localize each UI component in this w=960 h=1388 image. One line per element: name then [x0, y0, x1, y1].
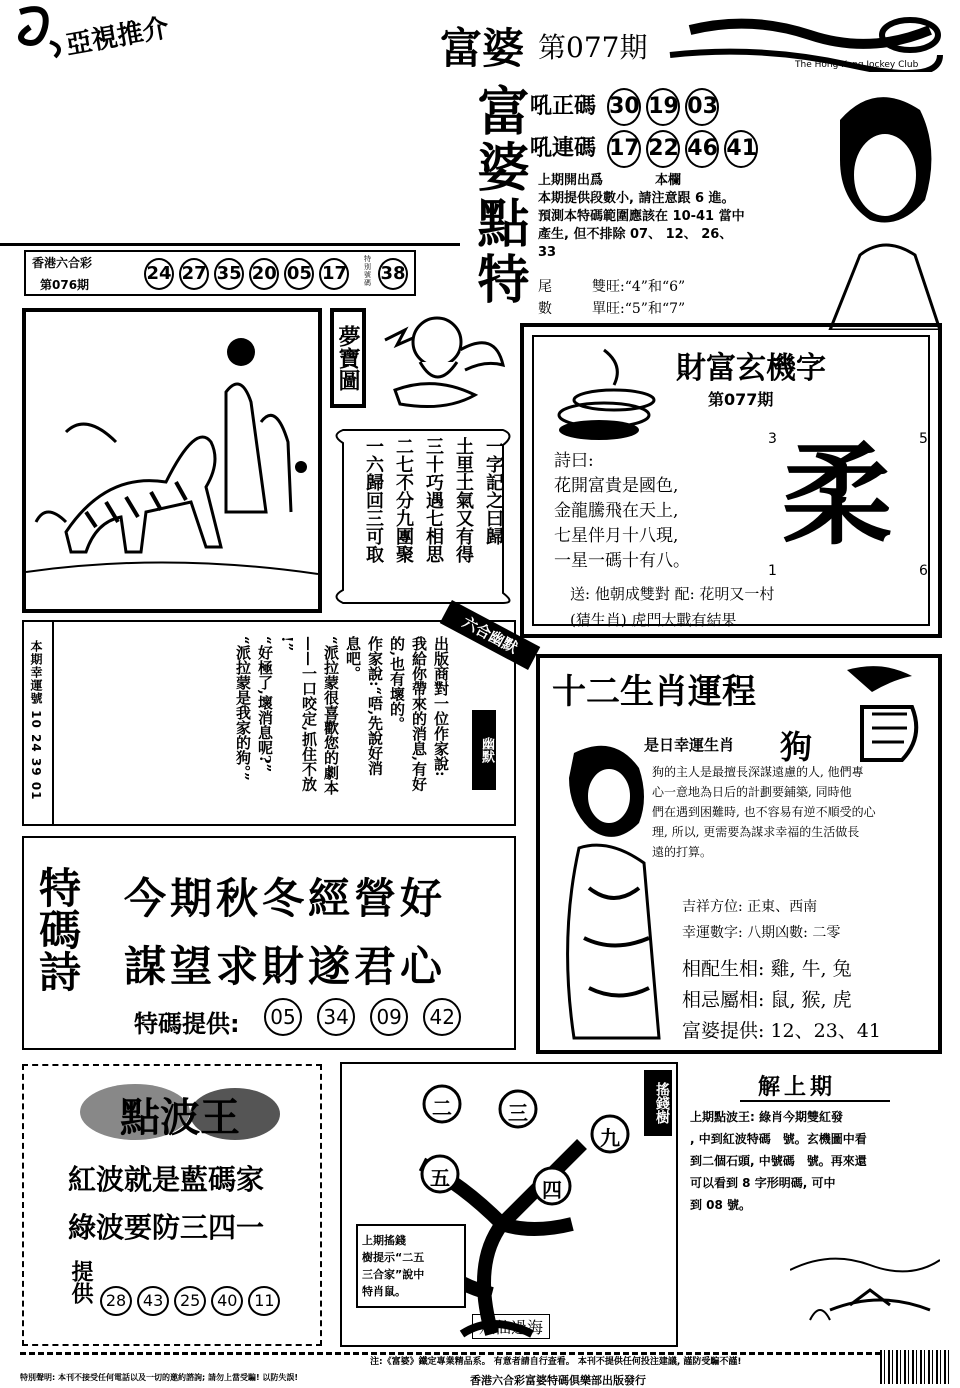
- tepoem-line2: 謀望求財遂君心: [124, 942, 447, 991]
- tepoem-balls: [264, 998, 461, 1036]
- lian-ball: 22: [646, 130, 680, 168]
- tree-fruit: 四: [542, 1178, 562, 1202]
- brand-logo: [10, 2, 200, 62]
- shengxiao-panel: [536, 654, 942, 1054]
- tepoem-ball: 42: [423, 998, 461, 1036]
- fupo-vertical-title: 富婆點特: [468, 84, 529, 308]
- direction-line: 吉祥方位: 正東、西南: [682, 899, 818, 915]
- note-line: 產生, 但不排除 07、 12、 26、: [538, 227, 733, 242]
- provide-line: 富婆提供: 12、23、41: [682, 1020, 881, 1042]
- shengxiao-title: 十二生肖運程: [552, 672, 756, 712]
- corner-number: 3: [768, 431, 777, 447]
- xuanji-issue: 第077期: [708, 390, 774, 409]
- tree-fruit: 九: [600, 1126, 620, 1150]
- zheng-ball: 19: [646, 88, 680, 126]
- bowang-line1: 紅波就是藍碼家: [68, 1163, 265, 1196]
- lian-label: 吼連碼: [530, 135, 597, 161]
- corner-number: 6: [919, 563, 928, 579]
- song-line: 送: 他朝成雙對 配: 花明又一村: [570, 585, 775, 603]
- result-ball: 35: [214, 258, 244, 290]
- poem-head: 詩曰:: [554, 451, 594, 471]
- poem-col: 三十巧遇七相思: [423, 437, 444, 563]
- header-banner: [430, 10, 950, 72]
- zheng-row: [530, 88, 719, 126]
- jie-line: 上期點波王: 綠肖今期雙紅發: [690, 1110, 843, 1124]
- xuanji-poem: [554, 449, 690, 574]
- tepoem-ball: 34: [317, 998, 355, 1036]
- poem-col: 一字記之曰歸: [483, 437, 504, 545]
- tree-tag: 搖錢樹: [644, 1070, 672, 1136]
- humor-stamp: 六合幽默: [440, 600, 541, 670]
- jie-text: [690, 1106, 950, 1216]
- tepoem-provide-label: 特碼提供:: [134, 1010, 240, 1038]
- bowang-provide-label: 提供: [68, 1260, 94, 1304]
- zheng-nums: [607, 94, 719, 119]
- tail-label: 尾數: [538, 279, 552, 317]
- special-ball: 38: [378, 258, 408, 290]
- jie-title-rule: [740, 1100, 890, 1102]
- xuanji-title: 財富玄機字: [676, 351, 826, 386]
- poem-line: 一星一碼十有八。: [554, 551, 690, 571]
- tepoem-vertical-title: 特碼詩: [33, 866, 82, 992]
- lucky-label: 是日幸運生肖: [644, 736, 735, 754]
- results-balls: [144, 258, 349, 290]
- header-title: 富婆: [440, 24, 525, 73]
- story-col: 的,也有壞的。: [388, 636, 406, 732]
- tree-fruit: 五: [430, 1166, 450, 1190]
- raised-fist-icon: [832, 662, 932, 772]
- header-issue: 第077期: [538, 31, 648, 64]
- xuanji-big-char: 柔: [782, 431, 892, 560]
- poem-line: 花開富貴是國色,: [554, 476, 679, 496]
- match-line: 相配生相: 雞, 牛, 兔: [682, 958, 852, 980]
- footer-line2-right: 香港六合彩富婆特碼俱樂部出版發行: [470, 1374, 646, 1387]
- numbers-line: 幸運數字: 八期凶數: 二零: [682, 925, 841, 941]
- bowang-ball: 40: [211, 1286, 243, 1316]
- story-col: “派拉蒙是我家的狗。”: [234, 636, 252, 781]
- poem-line: 七星伴月十八現,: [554, 526, 679, 546]
- jie-line: , 中到紅波特碼 號。玄機圖中看: [690, 1132, 867, 1146]
- desc-line: 心一意地為日后的計劃要鋪築, 同時他: [652, 785, 852, 799]
- lian-ball: 17: [607, 130, 641, 168]
- story-col: “好極了,壞消息呢?”: [256, 636, 274, 773]
- landscape-sketch: [790, 1210, 940, 1330]
- avoid-line: 相忌屬相: 鼠, 猴, 虎: [682, 989, 852, 1011]
- bowang-panel: [22, 1064, 322, 1346]
- tepoem-ball: 09: [370, 998, 408, 1036]
- portrait-illustration: [800, 80, 950, 330]
- cupid-illustration: [375, 300, 515, 415]
- xuanji-panel: [520, 323, 942, 638]
- bowang-ball: 28: [100, 1286, 132, 1316]
- tree-note-line: 樹提示“二五: [362, 1251, 425, 1264]
- story-panel: [22, 620, 516, 826]
- jie-line: 可以看到 8 字形明碼, 可中: [690, 1176, 836, 1190]
- results-box: [24, 250, 416, 296]
- note-line: 本期提供段數小, 請注意跟 6 進。: [538, 191, 735, 206]
- tepoem-ball: 05: [264, 998, 302, 1036]
- tepoem-panel: [22, 836, 516, 1050]
- jockey-club-text: The Hong Kong Jockey Club: [795, 60, 919, 70]
- note-line: 上期開出爲 本欄: [538, 173, 682, 188]
- corner-number: 1: [768, 563, 777, 579]
- lucky-animal: 狗: [780, 728, 813, 766]
- story-col: 息吧。: [344, 636, 362, 681]
- lian-ball: 41: [724, 130, 758, 168]
- poem-col: 土里土氣又有得: [453, 437, 474, 563]
- result-ball: 27: [179, 258, 209, 290]
- bowang-line2: 綠波要防三四一: [68, 1211, 265, 1244]
- zheng-label: 吼正碼: [530, 93, 597, 119]
- desc-line: 理, 所以, 更需要為謀求幸福的生活做長: [652, 825, 860, 839]
- note-line: 預測本特碼範圍應該在 10-41 當中: [538, 209, 745, 224]
- story-col: !”: [278, 636, 296, 652]
- cupid-icon: [375, 300, 515, 415]
- zheng-ball: 03: [685, 88, 719, 126]
- corner-number: 5: [919, 431, 928, 447]
- poem-col: 二七不分九團聚: [393, 437, 414, 563]
- shengxiao-desc: [652, 762, 942, 862]
- brand-swirl-icon: [10, 2, 70, 62]
- story-col: 作家說:“唔,先說好消: [366, 636, 384, 776]
- special-tag: 特別號碼: [364, 255, 371, 287]
- tail-line: 雙旺:“4”和“6”: [592, 279, 686, 295]
- poem-columns: [358, 437, 508, 587]
- story-col: ——一口咬定,抓住不放: [300, 636, 318, 792]
- coin-stack-icon: [544, 345, 694, 445]
- story-tag: 幽默: [472, 710, 496, 790]
- fupo-note: [538, 172, 745, 262]
- results-rule: [0, 243, 460, 246]
- result-ball: 17: [319, 258, 349, 290]
- jie-line: 到二個石頭, 中號碼 號。再來還: [690, 1154, 867, 1168]
- result-ball: 24: [144, 258, 174, 290]
- desc-line: 遠的打算。: [652, 845, 713, 859]
- results-label-issue: 第076期: [40, 278, 90, 292]
- jie-title: 解上期: [758, 1074, 837, 1100]
- tree-note-line: 特肖鼠。: [362, 1285, 406, 1298]
- tree-note-line: 三合家”說中: [362, 1268, 425, 1281]
- woman-portrait: [800, 80, 950, 330]
- poem-scroll: [328, 425, 518, 607]
- results-label-top: 香港六合彩: [32, 256, 93, 270]
- bowang-ball: 43: [137, 1286, 169, 1316]
- story-col: 出版商對一位作家說:: [432, 636, 450, 777]
- shengxiao-info: [682, 894, 840, 946]
- story-columns: [232, 636, 452, 821]
- tree-note: [356, 1224, 466, 1308]
- tepoem-line1: 今期秋冬經營好: [124, 874, 447, 923]
- jie-panel: [690, 1070, 950, 1340]
- bowang-ball: 25: [174, 1286, 206, 1316]
- tree-note-line: 上期搖錢: [362, 1234, 406, 1247]
- lian-ball: 46: [685, 130, 719, 168]
- result-ball: 05: [284, 258, 314, 290]
- bowang-ball: 11: [248, 1286, 280, 1316]
- desc-line: 們在遇到困難時, 也不容易有逆不順受的心: [652, 805, 876, 819]
- barcode-icon: [880, 1350, 952, 1384]
- lucky-number-strip: 本期幸運號 10 24 39 01: [29, 640, 43, 801]
- poem-col: 一六歸回三可取: [363, 437, 384, 563]
- tail-line: 單旺:“5”和“7”: [592, 301, 686, 317]
- desc-line: 狗的主人是最擅長深謀遠慮的人, 他們專: [652, 765, 864, 779]
- result-ball: 20: [249, 258, 279, 290]
- note-line: 33: [538, 245, 557, 260]
- footer-line2-left: 特別聲明: 本刊不接受任何電話以及一切的邀約諮詢; 請勿上當受騙! 以防失誤!: [20, 1373, 299, 1382]
- brand-name: 亞視推介: [63, 13, 172, 61]
- tree-fruit: 三: [508, 1101, 528, 1125]
- zheng-ball: 30: [607, 88, 641, 126]
- mengbao-picture: [22, 308, 322, 613]
- tree-panel: [340, 1062, 678, 1347]
- shengxiao-match: [682, 954, 881, 1047]
- tree-caption: 八仙過海: [472, 1314, 550, 1339]
- bowang-balls: [100, 1286, 280, 1316]
- story-col: 我給你帶來的消息,有好: [410, 636, 428, 792]
- footer-line1: 注:《富婆》鐵定專業精品系。 有意者請自行查看。 本刊不提供任何投注建議, 謹防受騙不謹!: [370, 1357, 742, 1367]
- bowang-title: 點波王: [120, 1094, 240, 1141]
- jie-line: 到 08 號。: [690, 1198, 752, 1212]
- guess-line: (猜生肖) 虎門大戰有結果: [570, 611, 737, 629]
- story-col: “派拉蒙很喜歡您的劇本: [322, 636, 340, 795]
- tiger-illustration: [26, 312, 318, 609]
- tree-fruit: 二: [432, 1096, 452, 1120]
- story-divider: [52, 622, 54, 824]
- poem-line: 金龍騰飛在天上,: [554, 501, 679, 521]
- mengbao-title: 夢寶圖: [330, 308, 366, 408]
- lian-row: [530, 130, 758, 168]
